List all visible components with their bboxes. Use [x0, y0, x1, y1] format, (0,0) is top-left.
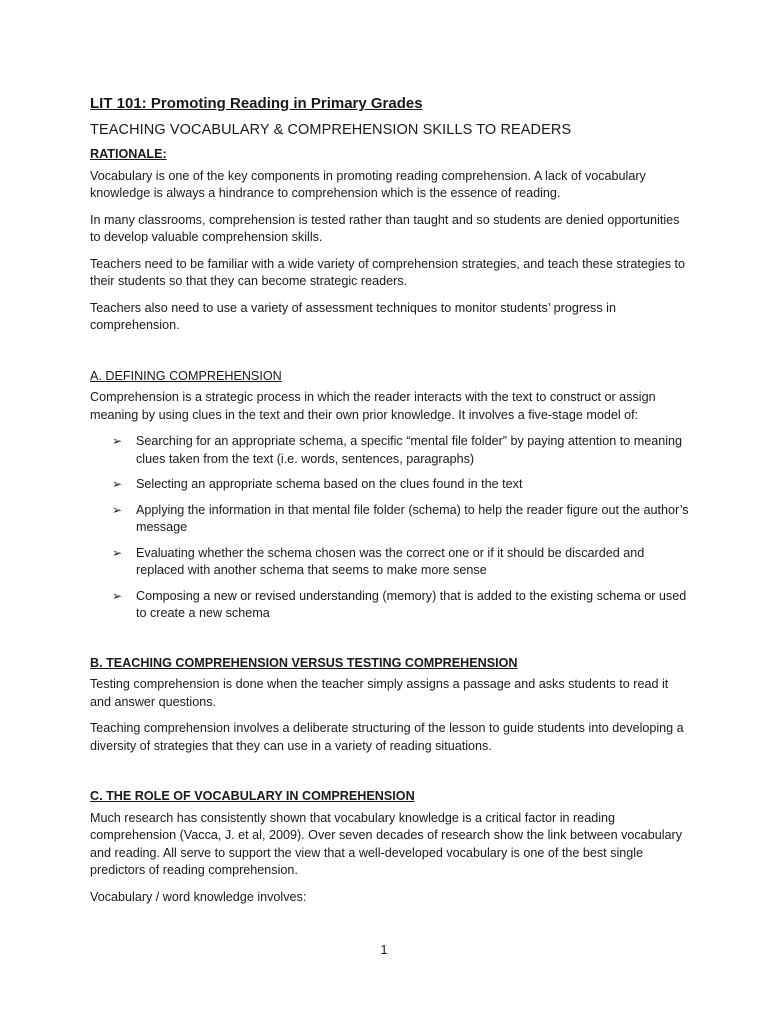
section-c-paragraph: Vocabulary / word knowledge involves:	[90, 889, 307, 904]
section-b-heading: B. TEACHING COMPREHENSION VERSUS TESTING COMPREHENSION	[90, 655, 518, 670]
list-item-text: Applying the information in that mental file folder (schema) to help the reader figure out the author’s message	[136, 502, 689, 534]
list-item	[112, 588, 690, 623]
section-c-paragraph: Much research has consistently shown that vocabulary knowledge is a critical factor in reading comprehension (Vacca, J. et al, 2009). Over seven decades of research show the link between vocabulary and reading. All serve to support the view that a well-developed vocabulary is one of the best single predictors of reading comprehension.	[90, 810, 682, 877]
list-item	[112, 476, 690, 494]
rationale-paragraph: Vocabulary is one of the key components in promoting reading comprehension. A lack of vocabulary knowledge is always a hindrance to comprehension which is the essence of reading.	[90, 168, 646, 200]
list-item-text: Searching for an appropriate schema, a specific “mental file folder” by paying attention to meaning clues taken from the text (i.e. words, sentences, paragraphs)	[136, 434, 683, 466]
list-item	[112, 502, 690, 537]
rationale-heading: RATIONALE:	[90, 147, 167, 161]
schema-stage-list	[112, 433, 690, 623]
section-c-heading: C. THE ROLE OF VOCABULARY IN COMPREHENSION	[90, 789, 415, 803]
document-page	[90, 94, 690, 915]
rationale-paragraph: In many classrooms, comprehension is tested rather than taught and so students are denied opportunities to develop valuable comprehension skills.	[90, 212, 680, 244]
list-item-text: Evaluating whether the schema chosen was the correct one or if it should be discarded and replaced with another schema that seems to make more sense	[136, 545, 645, 577]
document-title: LIT 101: Promoting Reading in Primary Grades	[90, 95, 423, 112]
section-a-intro: Comprehension is a strategic process in which the reader interacts with the text to construct or assign meaning by using clues in the text and their own prior knowledge. It involves a five-stage model of:	[90, 390, 656, 422]
list-item	[112, 545, 690, 580]
document-subtitle: TEACHING VOCABULARY & COMPREHENSION SKILLS TO READERS	[90, 122, 572, 138]
section-a-heading: A. DEFINING COMPREHENSION	[90, 368, 282, 383]
section-b-paragraph: Teaching comprehension involves a deliberate structuring of the lesson to guide students into developing a diversity of strategies that they can use in a variety of reading situations.	[90, 721, 684, 753]
list-item	[112, 433, 690, 468]
page-number: 1	[380, 943, 388, 957]
section-b-paragraph: Testing comprehension is done when the teacher simply assigns a passage and asks students to read it and answer questions.	[90, 677, 669, 709]
arrowhead-bullet-icon: ➢	[112, 477, 123, 491]
list-item-text: Composing a new or revised understanding (memory) that is added to the existing schema or used to create a new schema	[136, 588, 687, 620]
arrowhead-bullet-icon: ➢	[112, 588, 123, 603]
rationale-paragraph: Teachers also need to use a variety of assessment techniques to monitor students’ progress in comprehension.	[90, 300, 616, 332]
rationale-paragraph: Teachers need to be familiar with a wide variety of comprehension strategies, and teach these strategies to their students so that they can become strategic readers.	[90, 256, 686, 288]
arrowhead-bullet-icon: ➢	[112, 434, 123, 448]
arrowhead-bullet-icon: ➢	[112, 502, 123, 517]
list-item-text: Selecting an appropriate schema based on the clues found in the text	[136, 477, 523, 491]
arrowhead-bullet-icon: ➢	[112, 545, 123, 560]
